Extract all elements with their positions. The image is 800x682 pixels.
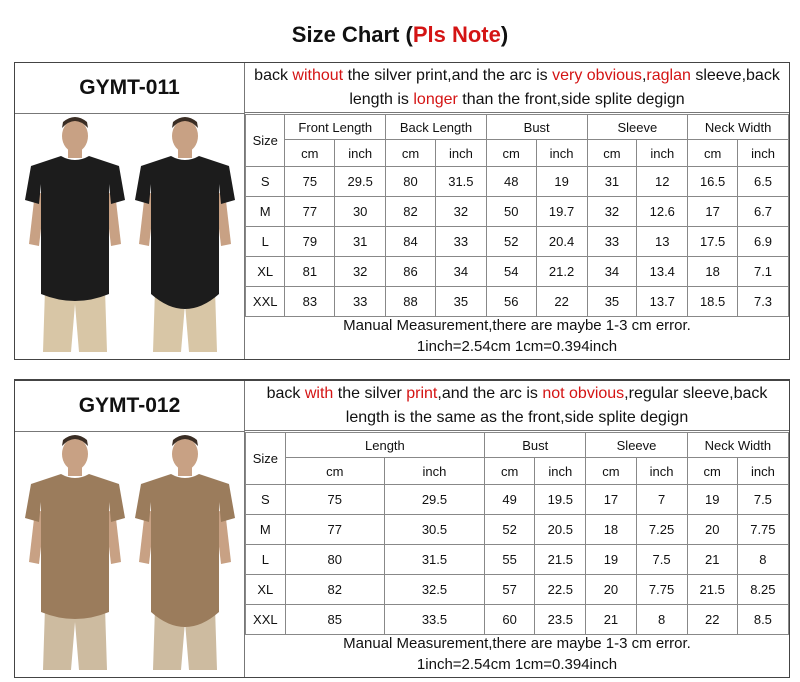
size-chart-gymt-012: [14, 379, 790, 678]
unit-header: inch: [384, 458, 484, 485]
measurement-cell: 32: [335, 257, 386, 287]
measure-header: Front Length: [285, 115, 386, 140]
measure-header: Sleeve: [586, 433, 687, 458]
measurement-cell: 57: [485, 575, 535, 605]
measurement-cell: 30: [335, 197, 386, 227]
measurement-cell: 7: [636, 485, 687, 515]
back-model-part: [178, 148, 192, 158]
measure-header: Length: [285, 433, 484, 458]
header-row: [246, 115, 789, 140]
table-row: [246, 287, 789, 317]
measurement-cell: 31: [335, 227, 386, 257]
unit-header: inch: [737, 458, 788, 485]
measurement-cell: 7.3: [738, 287, 789, 317]
measurement-cell: 32: [587, 197, 637, 227]
back-model-part: [178, 466, 192, 476]
measurement-cell: 20: [687, 515, 737, 545]
table-row: [246, 167, 789, 197]
measurement-cell: 20: [586, 575, 636, 605]
front-model-part: [62, 438, 88, 470]
measurement-cell: 8: [636, 605, 687, 635]
header-row: [246, 433, 789, 458]
measurement-cell: 52: [485, 515, 535, 545]
measurement-cell: 79: [285, 227, 335, 257]
back-model-part: [172, 438, 198, 470]
measurement-cell: 80: [386, 167, 436, 197]
measurement-cell: 6.9: [738, 227, 789, 257]
measurement-cell: 19.7: [536, 197, 587, 227]
measurement-cell: 77: [285, 197, 335, 227]
measurement-cell: 32: [435, 197, 486, 227]
title-close: ): [500, 22, 509, 47]
footer-conversion: 1inch=2.54cm 1cm=0.394inch: [416, 338, 618, 355]
description-text: ,: [641, 67, 647, 84]
measurement-cell: 8.5: [737, 605, 788, 635]
measurement-cell: 52: [486, 227, 536, 257]
measurement-cell: 31.5: [435, 167, 486, 197]
measurement-cell: 84: [386, 227, 436, 257]
product-description: [245, 381, 789, 431]
footer-note: Manual Measurement,there are maybe 1-3 cm error.: [343, 317, 691, 334]
description-highlight: longer: [413, 91, 458, 108]
measurement-cell: 7.5: [737, 485, 788, 515]
measurement-cell: 13.7: [637, 287, 688, 317]
description-text: the silver print,and the arc is: [343, 67, 553, 84]
description-text: sleeve,back length is: [349, 67, 780, 108]
measurement-cell: 29.5: [335, 167, 386, 197]
size-label: M: [246, 197, 285, 227]
measurement-cell: 31.5: [384, 545, 484, 575]
measurement-cell: 6.5: [738, 167, 789, 197]
measurement-cell: 17: [586, 485, 636, 515]
measurement-cell: 12.6: [637, 197, 688, 227]
measurement-cell: 12: [637, 167, 688, 197]
shirt-models-image: [15, 114, 244, 359]
description-highlight: raglan: [646, 67, 691, 84]
size-header: Size: [246, 433, 286, 485]
measurement-cell: 7.1: [738, 257, 789, 287]
measurement-cell: 50: [486, 197, 536, 227]
size-label: XL: [246, 257, 285, 287]
size-label: XXL: [246, 287, 285, 317]
product-photo: [15, 432, 245, 677]
measurement-cell: 8.25: [737, 575, 788, 605]
measurement-cell: 85: [285, 605, 384, 635]
unit-header: inch: [536, 140, 587, 167]
description-text: the silver: [333, 385, 407, 402]
measurement-cell: 6.7: [738, 197, 789, 227]
measurement-cell: 31: [587, 167, 637, 197]
measurement-cell: 33: [587, 227, 637, 257]
measurement-cell: 60: [485, 605, 535, 635]
measurement-cell: 75: [285, 167, 335, 197]
measurement-cell: 22.5: [535, 575, 586, 605]
measurement-cell: 30.5: [384, 515, 484, 545]
unit-header: cm: [687, 458, 737, 485]
table-row: [246, 575, 789, 605]
table-row: [246, 515, 789, 545]
size-label: S: [246, 485, 286, 515]
measure-header: Neck Width: [687, 433, 788, 458]
table-row: [246, 197, 789, 227]
unit-header: cm: [586, 458, 636, 485]
description-text: than the front,side splite degign: [457, 91, 685, 108]
measurement-cell: 20.5: [535, 515, 586, 545]
measurement-cell: 18.5: [688, 287, 738, 317]
measurement-cell: 33: [435, 227, 486, 257]
table-row: [246, 257, 789, 287]
product-photo: [15, 114, 245, 359]
page-title: [0, 22, 800, 48]
size-table: [245, 114, 789, 317]
size-label: XXL: [246, 605, 286, 635]
measurement-cell: 18: [688, 257, 738, 287]
measurement-cell: 80: [285, 545, 384, 575]
measurement-cell: 82: [285, 575, 384, 605]
measurement-cell: 82: [386, 197, 436, 227]
measurement-cell: 77: [285, 515, 384, 545]
unit-header: inch: [637, 140, 688, 167]
size-label: L: [246, 545, 286, 575]
measurement-cell: 29.5: [384, 485, 484, 515]
footer-conversion: 1inch=2.54cm 1cm=0.394inch: [416, 656, 618, 673]
product-code: GYMT-011: [15, 63, 245, 114]
measurement-cell: 19: [586, 545, 636, 575]
measurement-cell: 19: [687, 485, 737, 515]
measurement-cell: 81: [285, 257, 335, 287]
front-model-part: [68, 466, 82, 476]
measurement-cell: 17: [688, 197, 738, 227]
table-row: [246, 227, 789, 257]
measurement-cell: 35: [587, 287, 637, 317]
shirt-models-image: [15, 432, 244, 677]
unit-header: inch: [636, 458, 687, 485]
measurement-cell: 75: [285, 485, 384, 515]
measurement-cell: 34: [587, 257, 637, 287]
measure-header: Sleeve: [587, 115, 688, 140]
table-row: [246, 485, 789, 515]
footer-note: Manual Measurement,there are maybe 1-3 cm error.: [343, 635, 691, 652]
measurement-cell: 83: [285, 287, 335, 317]
table-row: [246, 545, 789, 575]
description-highlight: not obvious: [542, 385, 625, 402]
measurement-cell: 7.75: [737, 515, 788, 545]
measure-header: Back Length: [386, 115, 487, 140]
unit-header: cm: [386, 140, 436, 167]
table-footer: [245, 315, 789, 359]
measurement-cell: 22: [536, 287, 587, 317]
measurement-cell: 21: [586, 605, 636, 635]
measurement-cell: 21: [687, 545, 737, 575]
measure-header: Bust: [486, 115, 587, 140]
measurement-cell: 23.5: [535, 605, 586, 635]
unit-header: inch: [738, 140, 789, 167]
description-highlight: print: [406, 385, 438, 402]
measurement-cell: 21.5: [535, 545, 586, 575]
measurement-cell: 54: [486, 257, 536, 287]
unit-header: cm: [688, 140, 738, 167]
description-highlight: with: [304, 385, 334, 402]
description-text: back: [254, 67, 293, 84]
measurement-cell: 18: [586, 515, 636, 545]
measurement-cell: 7.75: [636, 575, 687, 605]
back-model-part: [172, 120, 198, 152]
description-highlight: very obvious: [552, 67, 642, 84]
size-label: L: [246, 227, 285, 257]
measurement-cell: 32.5: [384, 575, 484, 605]
unit-header: inch: [535, 458, 586, 485]
measurement-cell: 19.5: [535, 485, 586, 515]
measurement-cell: 88: [386, 287, 436, 317]
measurement-cell: 16.5: [688, 167, 738, 197]
measurement-cell: 49: [485, 485, 535, 515]
size-label: M: [246, 515, 286, 545]
unit-header: cm: [587, 140, 637, 167]
description-text: ,and the arc is: [437, 385, 543, 402]
unit-row: [246, 458, 789, 485]
measure-header: Neck Width: [688, 115, 789, 140]
measure-header: Bust: [485, 433, 586, 458]
size-chart-gymt-011: [14, 62, 790, 360]
measurement-cell: 19: [536, 167, 587, 197]
measurement-cell: 20.4: [536, 227, 587, 257]
measurement-cell: 22: [687, 605, 737, 635]
measurement-cell: 21.2: [536, 257, 587, 287]
title-main: Size Chart (: [291, 22, 413, 47]
product-code: GYMT-012: [15, 381, 245, 432]
measurement-cell: 13: [637, 227, 688, 257]
measurement-cell: 7.25: [636, 515, 687, 545]
measurement-cell: 48: [486, 167, 536, 197]
front-model-part: [62, 120, 88, 152]
unit-header: cm: [486, 140, 536, 167]
measurement-cell: 33: [335, 287, 386, 317]
measurement-cell: 17.5: [688, 227, 738, 257]
unit-row: [246, 140, 789, 167]
unit-header: cm: [485, 458, 535, 485]
measurement-cell: 33.5: [384, 605, 484, 635]
measurement-cell: 8: [737, 545, 788, 575]
product-description: [245, 63, 789, 113]
measurement-cell: 35: [435, 287, 486, 317]
table-footer: [245, 633, 789, 677]
table-row: [246, 605, 789, 635]
title-note: Pls Note: [412, 22, 501, 47]
unit-header: inch: [435, 140, 486, 167]
unit-header: inch: [335, 140, 386, 167]
measurement-cell: 86: [386, 257, 436, 287]
measurement-cell: 7.5: [636, 545, 687, 575]
size-label: S: [246, 167, 285, 197]
description-text: ,regular sleeve,back length is the same as the front,side splite degign: [345, 385, 768, 426]
measurement-cell: 13.4: [637, 257, 688, 287]
size-table: [245, 432, 789, 635]
measurement-cell: 34: [435, 257, 486, 287]
measurement-cell: 21.5: [687, 575, 737, 605]
size-label: XL: [246, 575, 286, 605]
description-text: back: [266, 385, 305, 402]
unit-header: cm: [285, 140, 335, 167]
measurement-cell: 56: [486, 287, 536, 317]
unit-header: cm: [285, 458, 384, 485]
measurement-cell: 55: [485, 545, 535, 575]
size-header: Size: [246, 115, 285, 167]
front-model-part: [68, 148, 82, 158]
description-highlight: without: [292, 67, 344, 84]
